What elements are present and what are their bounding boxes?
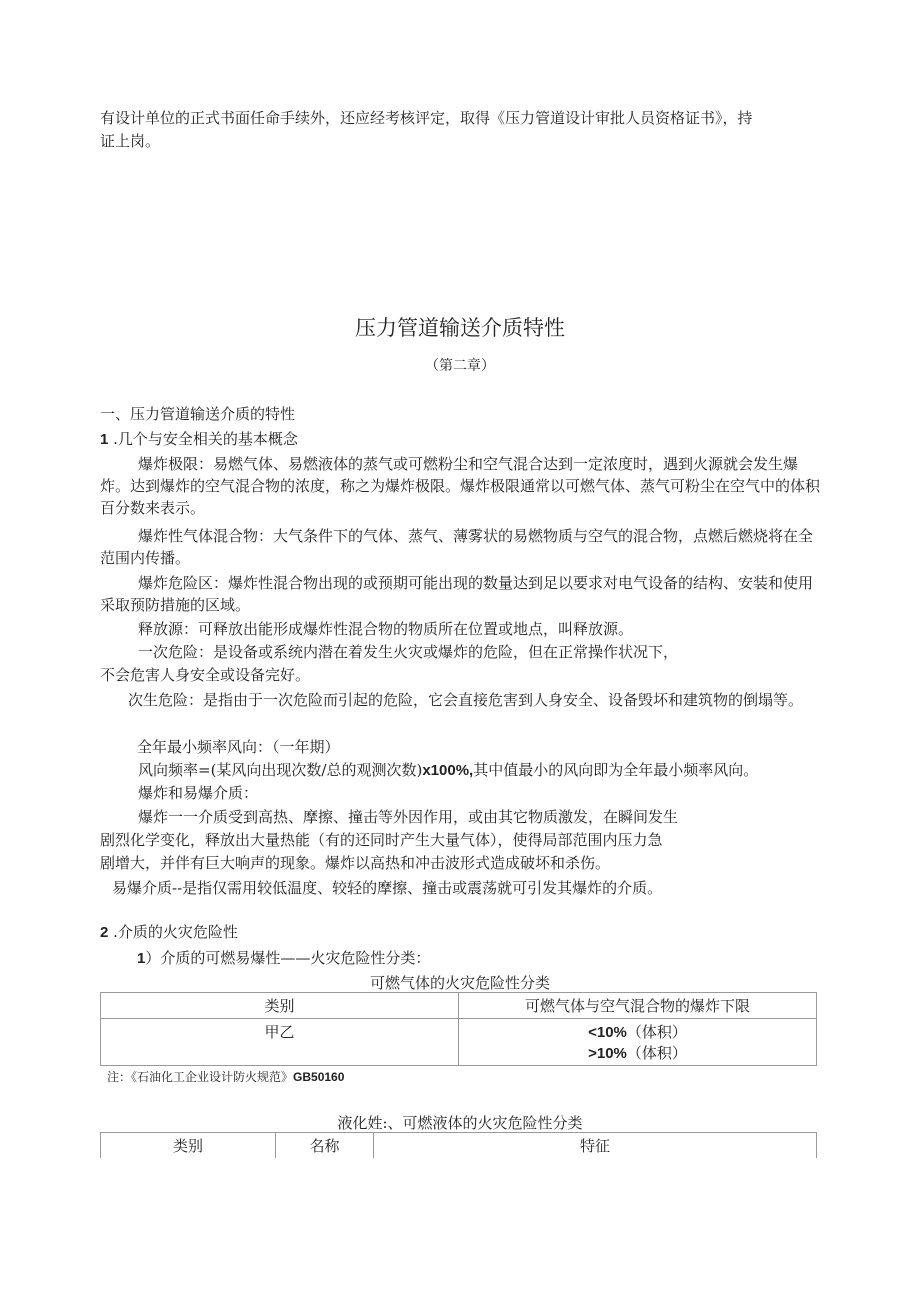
paragraph: 不会危害人身安全或设备完好。 (100, 666, 311, 684)
table-cell-limits (459, 1019, 817, 1066)
gas-hazard-table (100, 992, 817, 1066)
subsection-text: .几个与安全相关的基本概念 (108, 430, 298, 448)
paragraph: 爆炸一一介质受到高热、摩擦、撞击等外因作用，或由其它物质激发，在瞬间发生 (138, 808, 679, 826)
limit-line (463, 1021, 812, 1042)
limit-line (463, 1042, 812, 1063)
table-note (107, 1068, 344, 1085)
subsection-number: 2 (100, 924, 109, 941)
table-header-cell: 特征 (374, 1133, 817, 1159)
subsection-number: 1 (137, 950, 146, 967)
limit-value: <10% (588, 1024, 627, 1041)
subsection-heading (100, 428, 298, 451)
paragraph: 易爆介质--是指仅需用较低温度、较轻的摩擦、撞击或震荡就可引发其爆炸的介质。 (112, 879, 663, 897)
paragraph: 爆炸危险区：爆炸性混合物出现的或预期可能出现的数量达到足以要求对电气设备的结构、安装和使用采取预防措施的区域。 (100, 574, 814, 614)
note-code: GB50160 (293, 1070, 345, 1084)
formula-text: 其中值最小的风向即为全年最小频率风向。 (473, 761, 759, 779)
formula-factor: x100%, (422, 762, 474, 779)
limit-unit: （体积） (626, 1044, 687, 1062)
table-header-row (101, 993, 817, 1019)
paragraph: 一次危险：是设备或系统内潜在着发生火灾或爆炸的危险，但在正常操作状况下， (138, 643, 679, 661)
formula-line (138, 759, 758, 782)
text-line: 证上岗。 (100, 132, 161, 150)
table-header-cell: 类别 (101, 1133, 276, 1159)
table-caption: 可燃气体的火灾危险性分类 (369, 974, 550, 992)
paragraph: 爆炸性气体混合物：大气条件下的气体、蒸气、薄雾状的易燃物质与空气的混合物，点燃后燃烧将在全范围内传播。 (100, 527, 814, 567)
table-header-cell: 类别 (101, 993, 459, 1019)
subsection-text: ）介质的可燃易爆性——火灾危险性分类： (145, 949, 431, 967)
paragraph: 次生危险：是指由于一次危险而引起的危险，它会直接危害到人身安全、设备毁坏和建筑物的倒塌等。 (128, 691, 804, 709)
paragraph: 爆炸极限：易燃气体、易燃液体的蒸气或可燃粉尘和空气混合达到一定浓度时，遇到火源就会发生爆炸。达到爆炸的空气混合物的浓度，称之为爆炸极限。爆炸极限通常以可燃气体、蒸气可粉尘在空气中的体积百分数来表示。 (100, 455, 821, 517)
limit-unit: （体积） (626, 1023, 687, 1041)
paragraph: 爆炸和易爆介质： (138, 784, 259, 802)
paragraph: 剧烈化学变化，释放出大量热能（有的还同时产生大量气体），使得局部范围内压力急 (100, 831, 663, 849)
liquid-hazard-table (100, 1132, 817, 1158)
text-line: 有设计单位的正式书面任命手续外，还应经考核评定，取得《压力管道设计审批人员资格证书》，持 (100, 109, 753, 127)
section-heading: 一、压力管道输送介质的特性 (100, 405, 296, 423)
limit-value: >10% (588, 1045, 627, 1062)
table-header-cell: 名称 (276, 1133, 374, 1159)
paragraph: 全年最小频率风向：（一年期） (137, 738, 340, 756)
note-text: 注：《石油化工企业设计防火规范》 (107, 1070, 294, 1084)
paragraph: 释放源：可释放出能形成爆炸性混合物的物质所在位置或地点，叫释放源。 (138, 620, 634, 638)
subsection-number: 1 (100, 431, 109, 448)
page-title: 压力管道输送介质特性 (355, 316, 565, 340)
formula-text: 风向频率=(某风向出现次数/总的观测次数) (138, 761, 423, 779)
subsection-text: .介质的火灾危险性 (108, 923, 238, 941)
table-header-cell: 可燃气体与空气混合物的爆炸下限 (459, 993, 817, 1019)
subsection-heading (100, 921, 238, 944)
table-caption: 液化姓:、可燃液体的火灾危险性分类 (337, 1114, 583, 1132)
subsection-heading (137, 947, 430, 970)
paragraph: 剧增大，并伴有巨大响声的现象。爆炸以高热和冲击波形式造成破坏和杀伤。 (100, 854, 611, 872)
table-row (101, 1019, 817, 1066)
table-header-row (101, 1133, 817, 1159)
table-cell-category: 甲乙 (101, 1019, 459, 1066)
chapter-subtitle: （第二章） (425, 358, 495, 374)
